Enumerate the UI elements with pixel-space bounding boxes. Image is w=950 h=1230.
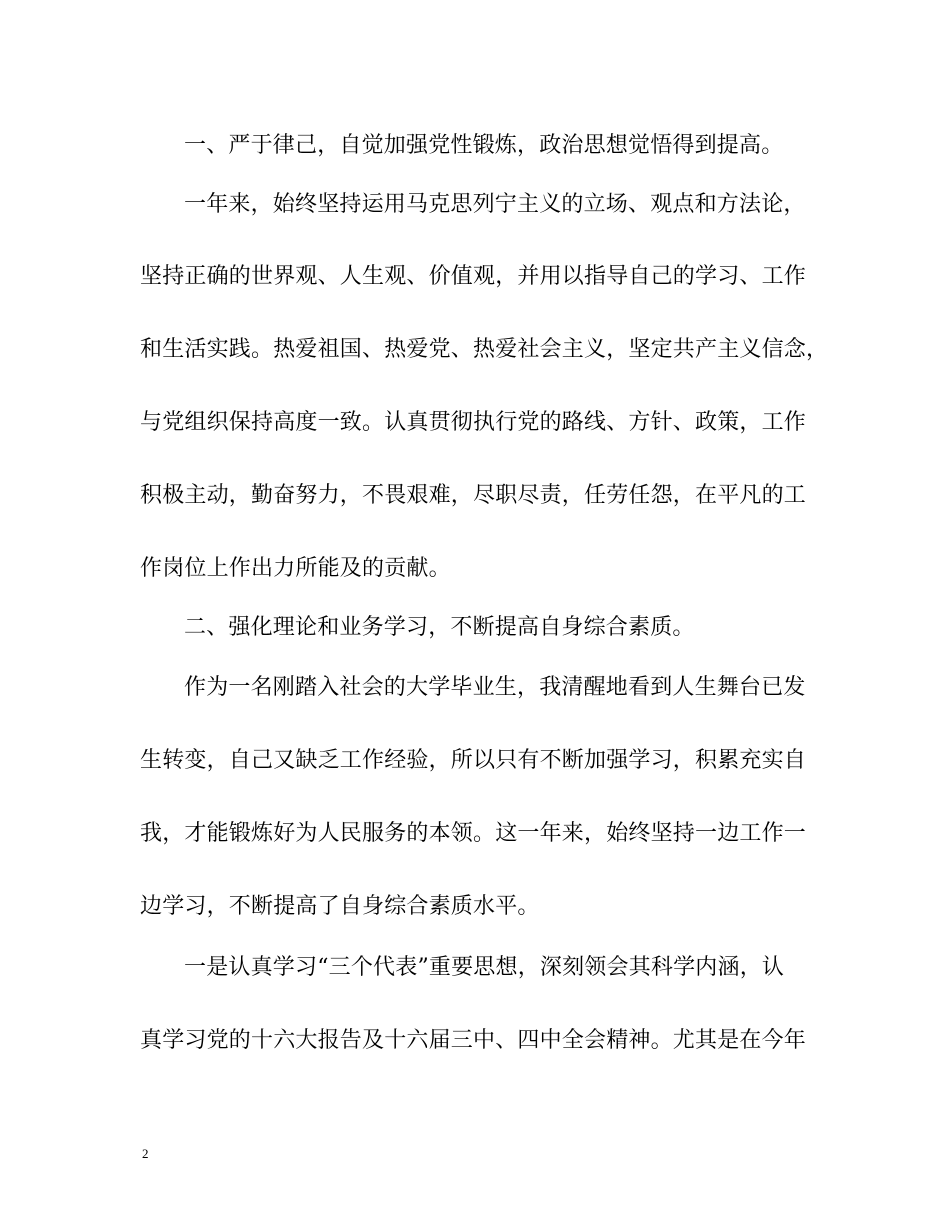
paragraph-line: 边学习，不断提高了自身综合素质水平。 (140, 894, 540, 919)
paragraph-line: 坚持正确的世界观、人生观、价值观，并用以指导自己的学习、工作 (140, 264, 807, 289)
paragraph-line: 一年来，始终坚持运用马克思列宁主义的立场、观点和方法论， (184, 192, 806, 217)
paragraph-line: 积极主动，勤奋努力，不畏艰难，尽职尽责，任劳任怨，在平凡的工 (140, 483, 807, 508)
page-number: 2 (142, 1146, 149, 1161)
paragraph-line: 作为一名刚踏入社会的大学毕业生，我清醒地看到人生舞台已发 (184, 675, 806, 700)
paragraph-heading-2: 二、强化理论和业务学习，不断提高自身综合素质。 (184, 615, 695, 640)
paragraph-line: 作岗位上作出力所能及的贡献。 (140, 556, 451, 581)
paragraph-line: 与党组织保持高度一致。认真贯彻执行党的路线、方针、政策，工作 (140, 410, 807, 435)
paragraph-line: 和生活实践。热爱祖国、热爱党、热爱社会主义，坚定共产主义信念， (140, 337, 829, 362)
paragraph-line: 生转变，自己又缺乏工作经验，所以只有不断加强学习，积累充实自 (140, 748, 807, 773)
paragraph-line: 我，才能锻炼好为人民服务的本领。这一年来，始终坚持一边工作一 (140, 821, 807, 846)
paragraph-line: 真学习党的十六大报告及十六届三中、四中全会精神。尤其是在今年 (140, 1028, 807, 1053)
paragraph-heading-1: 一、严于律己，自觉加强党性锻炼，政治思想觉悟得到提高。 (184, 133, 784, 158)
paragraph-line: 一是认真学习“三个代表”重要思想，深刻领会其科学内涵，认 (184, 955, 785, 980)
